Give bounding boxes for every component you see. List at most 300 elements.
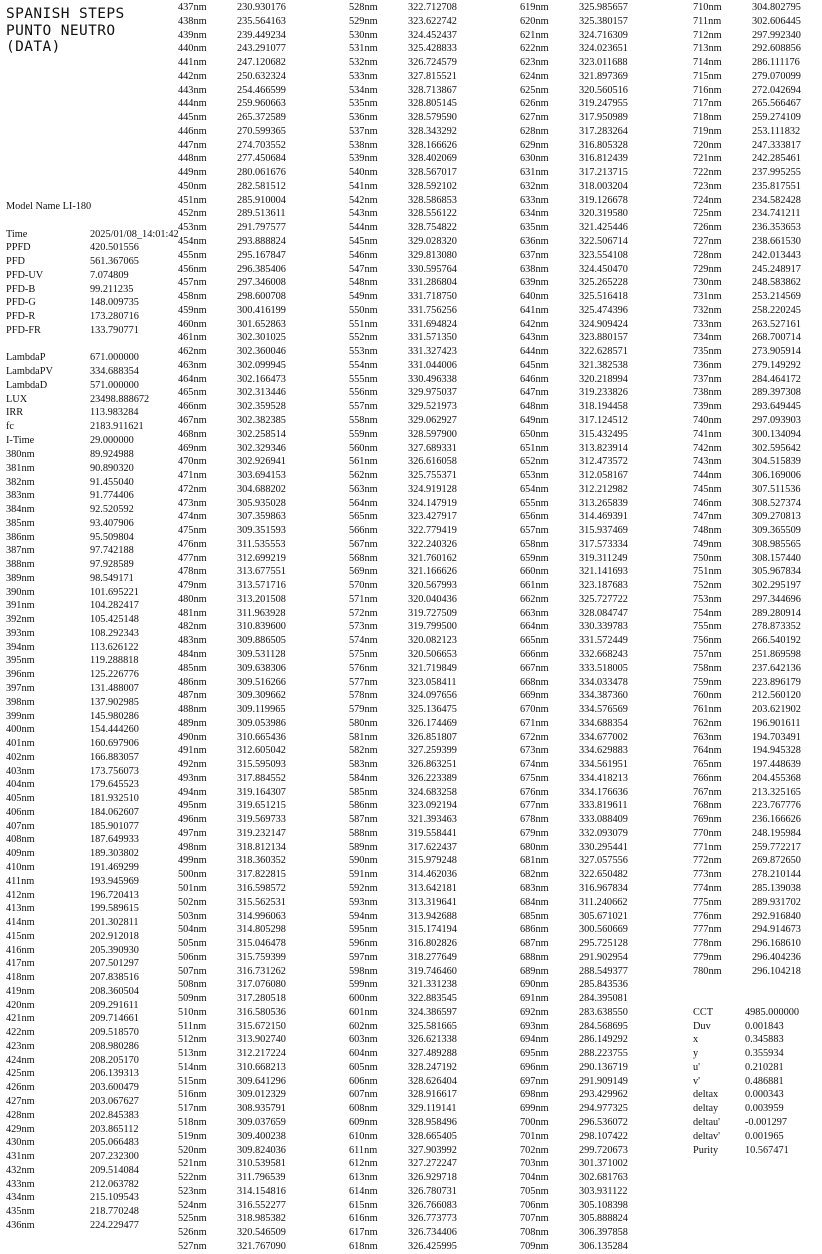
row-label: 415nm [6, 930, 35, 942]
row-label: 780nm [693, 965, 722, 977]
row-label: 449nm [178, 167, 207, 179]
data-row [693, 249, 818, 263]
row-value: 285.139038 [752, 883, 801, 894]
data-row [349, 1033, 499, 1047]
row-label: 621nm [520, 29, 549, 41]
row-value: 317.822815 [237, 869, 286, 881]
data-row [693, 648, 818, 662]
row-value: 0.003959 [745, 1103, 784, 1115]
row-label: 713nm [693, 43, 722, 55]
row-label: 481nm [178, 607, 207, 619]
data-row [178, 1185, 328, 1199]
data-row [520, 276, 670, 290]
data-row [349, 180, 499, 194]
row-label: 625nm [520, 84, 549, 96]
row-label: 477nm [178, 552, 207, 564]
row-label: 656nm [520, 511, 549, 523]
row-label: 729nm [693, 263, 722, 275]
data-row [178, 813, 328, 827]
row-value: 285.843536 [579, 979, 628, 991]
row-value: 208.980286 [90, 1040, 139, 1052]
row-value: 309.531128 [237, 648, 286, 660]
data-row [178, 414, 328, 428]
row-value: 320.567993 [408, 580, 457, 592]
row-label: 694nm [520, 1034, 549, 1046]
data-row [693, 263, 818, 277]
data-row [693, 400, 818, 414]
row-value: 212.560120 [752, 690, 801, 702]
summary-row [6, 283, 176, 297]
row-label: 418nm [6, 972, 35, 984]
data-row [349, 400, 499, 414]
row-value: 273.905914 [752, 346, 801, 358]
row-value: 326.174469 [408, 717, 457, 729]
data-row [178, 194, 328, 208]
summary-row [6, 296, 176, 310]
row-label: 544nm [349, 222, 378, 234]
data-row [6, 999, 176, 1013]
data-row [6, 1054, 176, 1068]
row-label: 473nm [178, 497, 207, 509]
data-row [178, 538, 328, 552]
row-value: 561.367065 [90, 256, 139, 268]
row-value: 265.566467 [752, 98, 801, 110]
row-value: 0.001843 [745, 1020, 784, 1032]
row-label: 586nm [349, 800, 378, 812]
data-row [520, 84, 670, 98]
row-label: 447nm [178, 139, 207, 151]
row-value: 322.506714 [579, 236, 628, 248]
data-row [520, 1171, 670, 1185]
row-value: 223.896179 [752, 676, 801, 688]
data-row [349, 634, 499, 648]
row-label: 618nm [349, 1240, 378, 1252]
row-value: 316.812439 [579, 153, 628, 165]
row-label: LUX [6, 393, 28, 405]
row-label: 775nm [693, 896, 722, 908]
data-row [520, 1, 670, 15]
data-row [693, 799, 818, 813]
row-value: 330.339783 [579, 621, 628, 633]
row-value: 185.901077 [90, 820, 139, 832]
data-row [520, 345, 670, 359]
data-row [178, 1, 328, 15]
row-label: 773nm [693, 869, 722, 881]
data-row [349, 552, 499, 566]
row-label: 685nm [520, 910, 549, 922]
row-value: 326.780731 [408, 1185, 457, 1197]
title-line-3: (DATA) [6, 39, 61, 55]
row-label: 591nm [349, 869, 378, 881]
data-row [178, 125, 328, 139]
row-value: 259.772217 [752, 841, 801, 853]
row-value: 319.746460 [408, 965, 457, 977]
row-value: 0.486881 [745, 1075, 784, 1087]
row-label: 576nm [349, 662, 378, 674]
row-label: 624nm [520, 70, 549, 82]
data-row [349, 799, 499, 813]
row-value: 247.120682 [237, 57, 286, 69]
row-value: 238.661530 [752, 236, 801, 248]
row-label: 777nm [693, 924, 722, 936]
row-label: 641nm [520, 304, 549, 316]
data-row [178, 15, 328, 29]
row-value: 317.213715 [579, 167, 628, 179]
row-value: 208.360504 [90, 985, 139, 997]
row-value: 309.516266 [237, 676, 286, 688]
row-value: 420.501556 [90, 242, 139, 254]
row-label: 571nm [349, 593, 378, 605]
data-row [349, 524, 499, 538]
row-label: 528nm [349, 2, 378, 13]
data-row [6, 558, 176, 572]
data-row [6, 627, 176, 641]
row-label: 448nm [178, 153, 207, 165]
row-label: 636nm [520, 236, 549, 248]
row-value: 313.902740 [237, 1034, 286, 1046]
row-value: 326.851807 [408, 731, 457, 743]
data-row [349, 1006, 499, 1020]
data-row [178, 882, 328, 896]
row-label: 710nm [693, 2, 722, 13]
row-value: 250.632324 [237, 70, 286, 82]
row-value: 285.910004 [237, 194, 286, 206]
row-value: 322.779419 [408, 525, 457, 537]
row-label: PFD-B [6, 283, 36, 295]
data-row [520, 125, 670, 139]
data-row [520, 1116, 670, 1130]
row-label: 687nm [520, 938, 549, 950]
row-label: 440nm [178, 43, 207, 55]
row-value: 329.119141 [408, 1103, 457, 1115]
data-row [349, 1144, 499, 1158]
row-value: 279.070099 [752, 70, 801, 82]
data-row [520, 565, 670, 579]
row-label: 403nm [6, 765, 35, 777]
row-label: 714nm [693, 57, 722, 69]
row-label: 628nm [520, 125, 549, 137]
row-value: 309.309662 [237, 690, 286, 702]
row-label: 462nm [178, 346, 207, 358]
row-label: 471nm [178, 470, 207, 482]
row-value: 333.819611 [579, 800, 628, 812]
row-label: 693nm [520, 1020, 549, 1032]
row-value: 296.385406 [237, 263, 286, 275]
data-row [349, 290, 499, 304]
row-value: 322.712708 [408, 2, 457, 13]
row-label: 719nm [693, 125, 722, 137]
data-row [178, 854, 328, 868]
row-value: 235.564163 [237, 15, 286, 27]
data-row [349, 15, 499, 29]
row-value: 325.265228 [579, 277, 628, 289]
data-row [6, 1178, 176, 1192]
data-row [6, 1150, 176, 1164]
row-value: 316.802826 [408, 938, 457, 950]
data-row [349, 235, 499, 249]
row-label: 456nm [178, 263, 207, 275]
row-label: 707nm [520, 1213, 549, 1225]
row-label: 718nm [693, 112, 722, 124]
data-row [693, 1033, 818, 1047]
row-value: 317.283264 [579, 125, 628, 137]
row-label: 443nm [178, 84, 207, 96]
data-row [349, 194, 499, 208]
row-label: 721nm [693, 153, 722, 165]
row-label: 602nm [349, 1020, 378, 1032]
row-value: 97.928589 [90, 559, 134, 571]
row-label: 454nm [178, 236, 207, 248]
row-label: 533nm [349, 70, 378, 82]
row-value: 328.592102 [408, 180, 457, 192]
row-value: 321.897369 [579, 70, 628, 82]
row-value: 295.167847 [237, 249, 286, 261]
data-row [693, 84, 818, 98]
row-value: 325.755371 [408, 470, 457, 482]
row-label: 634nm [520, 208, 549, 220]
row-label: 519nm [178, 1130, 207, 1142]
row-value: 286.111176 [752, 57, 800, 69]
row-value: 316.967834 [579, 883, 628, 894]
data-row [693, 483, 818, 497]
row-label: 381nm [6, 462, 35, 474]
row-label: 743nm [693, 456, 722, 468]
data-row [349, 1020, 499, 1034]
row-value: 328.958496 [408, 1117, 457, 1129]
row-label: PFD-G [6, 297, 36, 309]
row-value: 302.166473 [237, 373, 286, 385]
row-label: deltax [693, 1089, 719, 1101]
data-row [349, 593, 499, 607]
row-value: 108.292343 [90, 627, 139, 639]
row-label: 669nm [520, 690, 549, 702]
row-label: 429nm [6, 1123, 35, 1135]
data-row [6, 448, 176, 462]
data-row [520, 166, 670, 180]
row-value: 320.218994 [579, 373, 628, 385]
data-row [520, 978, 670, 992]
row-value: 319.232147 [237, 827, 286, 839]
row-label: 770nm [693, 827, 722, 839]
data-row [520, 538, 670, 552]
row-label: 616nm [349, 1213, 378, 1225]
row-label: 646nm [520, 373, 549, 385]
row-value: 329.813080 [408, 249, 457, 261]
data-row [693, 992, 818, 1006]
data-row [178, 1020, 328, 1034]
data-row [520, 882, 670, 896]
row-label: 511nm [178, 1020, 207, 1032]
row-label: 643nm [520, 332, 549, 344]
row-label: 445nm [178, 112, 207, 124]
row-value: 316.731262 [237, 965, 286, 977]
row-label: 671nm [520, 717, 549, 729]
data-row [520, 896, 670, 910]
data-row [349, 978, 499, 992]
data-row [520, 744, 670, 758]
data-row [520, 497, 670, 511]
row-label: 638nm [520, 263, 549, 275]
row-value: 258.220245 [752, 304, 801, 316]
data-row [6, 586, 176, 600]
spectral-column-710-780-and-color-metrics [693, 1, 818, 1157]
row-value: 323.011688 [579, 57, 628, 69]
row-value: 277.450684 [237, 153, 286, 165]
data-row [693, 717, 818, 731]
title-line-1: SPANISH STEPS [6, 6, 125, 22]
row-label: 413nm [6, 903, 35, 915]
row-value: 90.890320 [90, 462, 134, 474]
row-label: 405nm [6, 793, 35, 805]
row-label: IRR [6, 407, 24, 419]
row-value: 329.062927 [408, 414, 457, 426]
row-label: 400nm [6, 724, 35, 736]
data-row [6, 792, 176, 806]
row-value: 284.395081 [579, 993, 628, 1005]
row-value: 93.407906 [90, 517, 134, 529]
data-row [693, 207, 818, 221]
data-row [693, 276, 818, 290]
row-value: 202.912018 [90, 930, 139, 942]
row-value: 309.351593 [237, 525, 286, 537]
row-label: 704nm [520, 1172, 549, 1184]
row-value: 571.000000 [90, 379, 139, 391]
row-label: 453nm [178, 222, 207, 234]
row-value: 325.727722 [579, 593, 628, 605]
data-row [693, 97, 818, 111]
data-row [520, 1102, 670, 1116]
data-row [6, 696, 176, 710]
row-label: 597nm [349, 951, 378, 963]
row-value: 314.996063 [237, 910, 286, 922]
row-value: 184.062607 [90, 806, 139, 818]
row-label: 590nm [349, 855, 378, 867]
data-row [349, 717, 499, 731]
row-label: 499nm [178, 855, 207, 867]
data-row [520, 717, 670, 731]
row-value: 288.223755 [579, 1048, 628, 1060]
row-label: 399nm [6, 710, 35, 722]
row-label: 779nm [693, 951, 722, 963]
row-label: 474nm [178, 511, 207, 523]
row-value: 315.432495 [579, 428, 628, 440]
row-label: 397nm [6, 683, 35, 695]
row-label: 513nm [178, 1048, 207, 1060]
data-row [349, 744, 499, 758]
row-value: 203.621902 [752, 704, 801, 716]
row-label: 417nm [6, 958, 35, 970]
row-label: 549nm [349, 291, 378, 303]
data-row [520, 1088, 670, 1102]
row-label: 670nm [520, 704, 549, 716]
row-value: 305.108398 [579, 1199, 628, 1211]
row-label: I-Time [6, 435, 35, 447]
row-value: 320.546509 [237, 1227, 286, 1239]
data-row [693, 552, 818, 566]
row-label: 745nm [693, 483, 722, 495]
data-row [693, 1061, 818, 1075]
row-value: 0.210281 [745, 1061, 784, 1073]
row-value: 104.282417 [90, 600, 139, 612]
row-label: 633nm [520, 194, 549, 206]
row-value: 303.931122 [579, 1185, 628, 1197]
row-value: 302.382385 [237, 414, 286, 426]
row-value: 254.466599 [237, 84, 286, 96]
data-row [520, 813, 670, 827]
row-label: 607nm [349, 1089, 378, 1101]
row-label: Purity [693, 1144, 719, 1156]
data-row [349, 620, 499, 634]
row-label: LambdaPV [6, 366, 53, 378]
row-value: 291.909149 [579, 1075, 628, 1087]
data-row [6, 572, 176, 586]
row-value: 208.205170 [90, 1054, 139, 1066]
row-value: 145.980286 [90, 710, 139, 722]
data-row [349, 1102, 499, 1116]
data-row [178, 1240, 328, 1254]
data-row [693, 331, 818, 345]
row-label: 532nm [349, 57, 378, 69]
row-label: 526nm [178, 1227, 207, 1239]
row-label: 470nm [178, 456, 207, 468]
row-label: 487nm [178, 690, 207, 702]
data-row [6, 778, 176, 792]
data-row [178, 923, 328, 937]
row-value: 309.365509 [752, 525, 801, 537]
row-label: 438nm [178, 15, 207, 27]
row-label: 452nm [178, 208, 207, 220]
row-value: 311.535553 [237, 538, 286, 550]
row-value: 300.560669 [579, 924, 628, 936]
row-value: 300.416199 [237, 304, 286, 316]
summary-row [6, 241, 176, 255]
row-label: 756nm [693, 635, 722, 647]
data-row [520, 758, 670, 772]
data-row [349, 1116, 499, 1130]
row-label: 554nm [349, 359, 378, 371]
row-label: 562nm [349, 470, 378, 482]
row-value: 263.527161 [752, 318, 801, 330]
data-row [178, 896, 328, 910]
row-label: 709nm [520, 1240, 549, 1252]
data-row [693, 827, 818, 841]
row-value: 326.425995 [408, 1240, 457, 1252]
data-row [693, 139, 818, 153]
row-value: 253.214569 [752, 291, 801, 303]
row-label: 500nm [178, 869, 207, 881]
row-value: 291.902954 [579, 951, 628, 963]
data-row [349, 786, 499, 800]
row-label: 619nm [520, 2, 549, 13]
row-label: 672nm [520, 731, 549, 743]
row-label: 620nm [520, 15, 549, 27]
row-label: 388nm [6, 559, 35, 571]
row-label: 524nm [178, 1199, 207, 1211]
data-row [349, 868, 499, 882]
row-label: 587nm [349, 814, 378, 826]
row-value: 239.449234 [237, 29, 286, 41]
row-value: 315.759399 [237, 951, 286, 963]
row-label: 588nm [349, 827, 378, 839]
row-value: 306.397858 [579, 1227, 628, 1239]
row-value: 334.688354 [579, 717, 628, 729]
data-row [520, 607, 670, 621]
row-label: 398nm [6, 696, 35, 708]
data-row [349, 304, 499, 318]
row-label: 724nm [693, 194, 722, 206]
data-row [6, 861, 176, 875]
spectral-column-437-527 [178, 1, 328, 1254]
